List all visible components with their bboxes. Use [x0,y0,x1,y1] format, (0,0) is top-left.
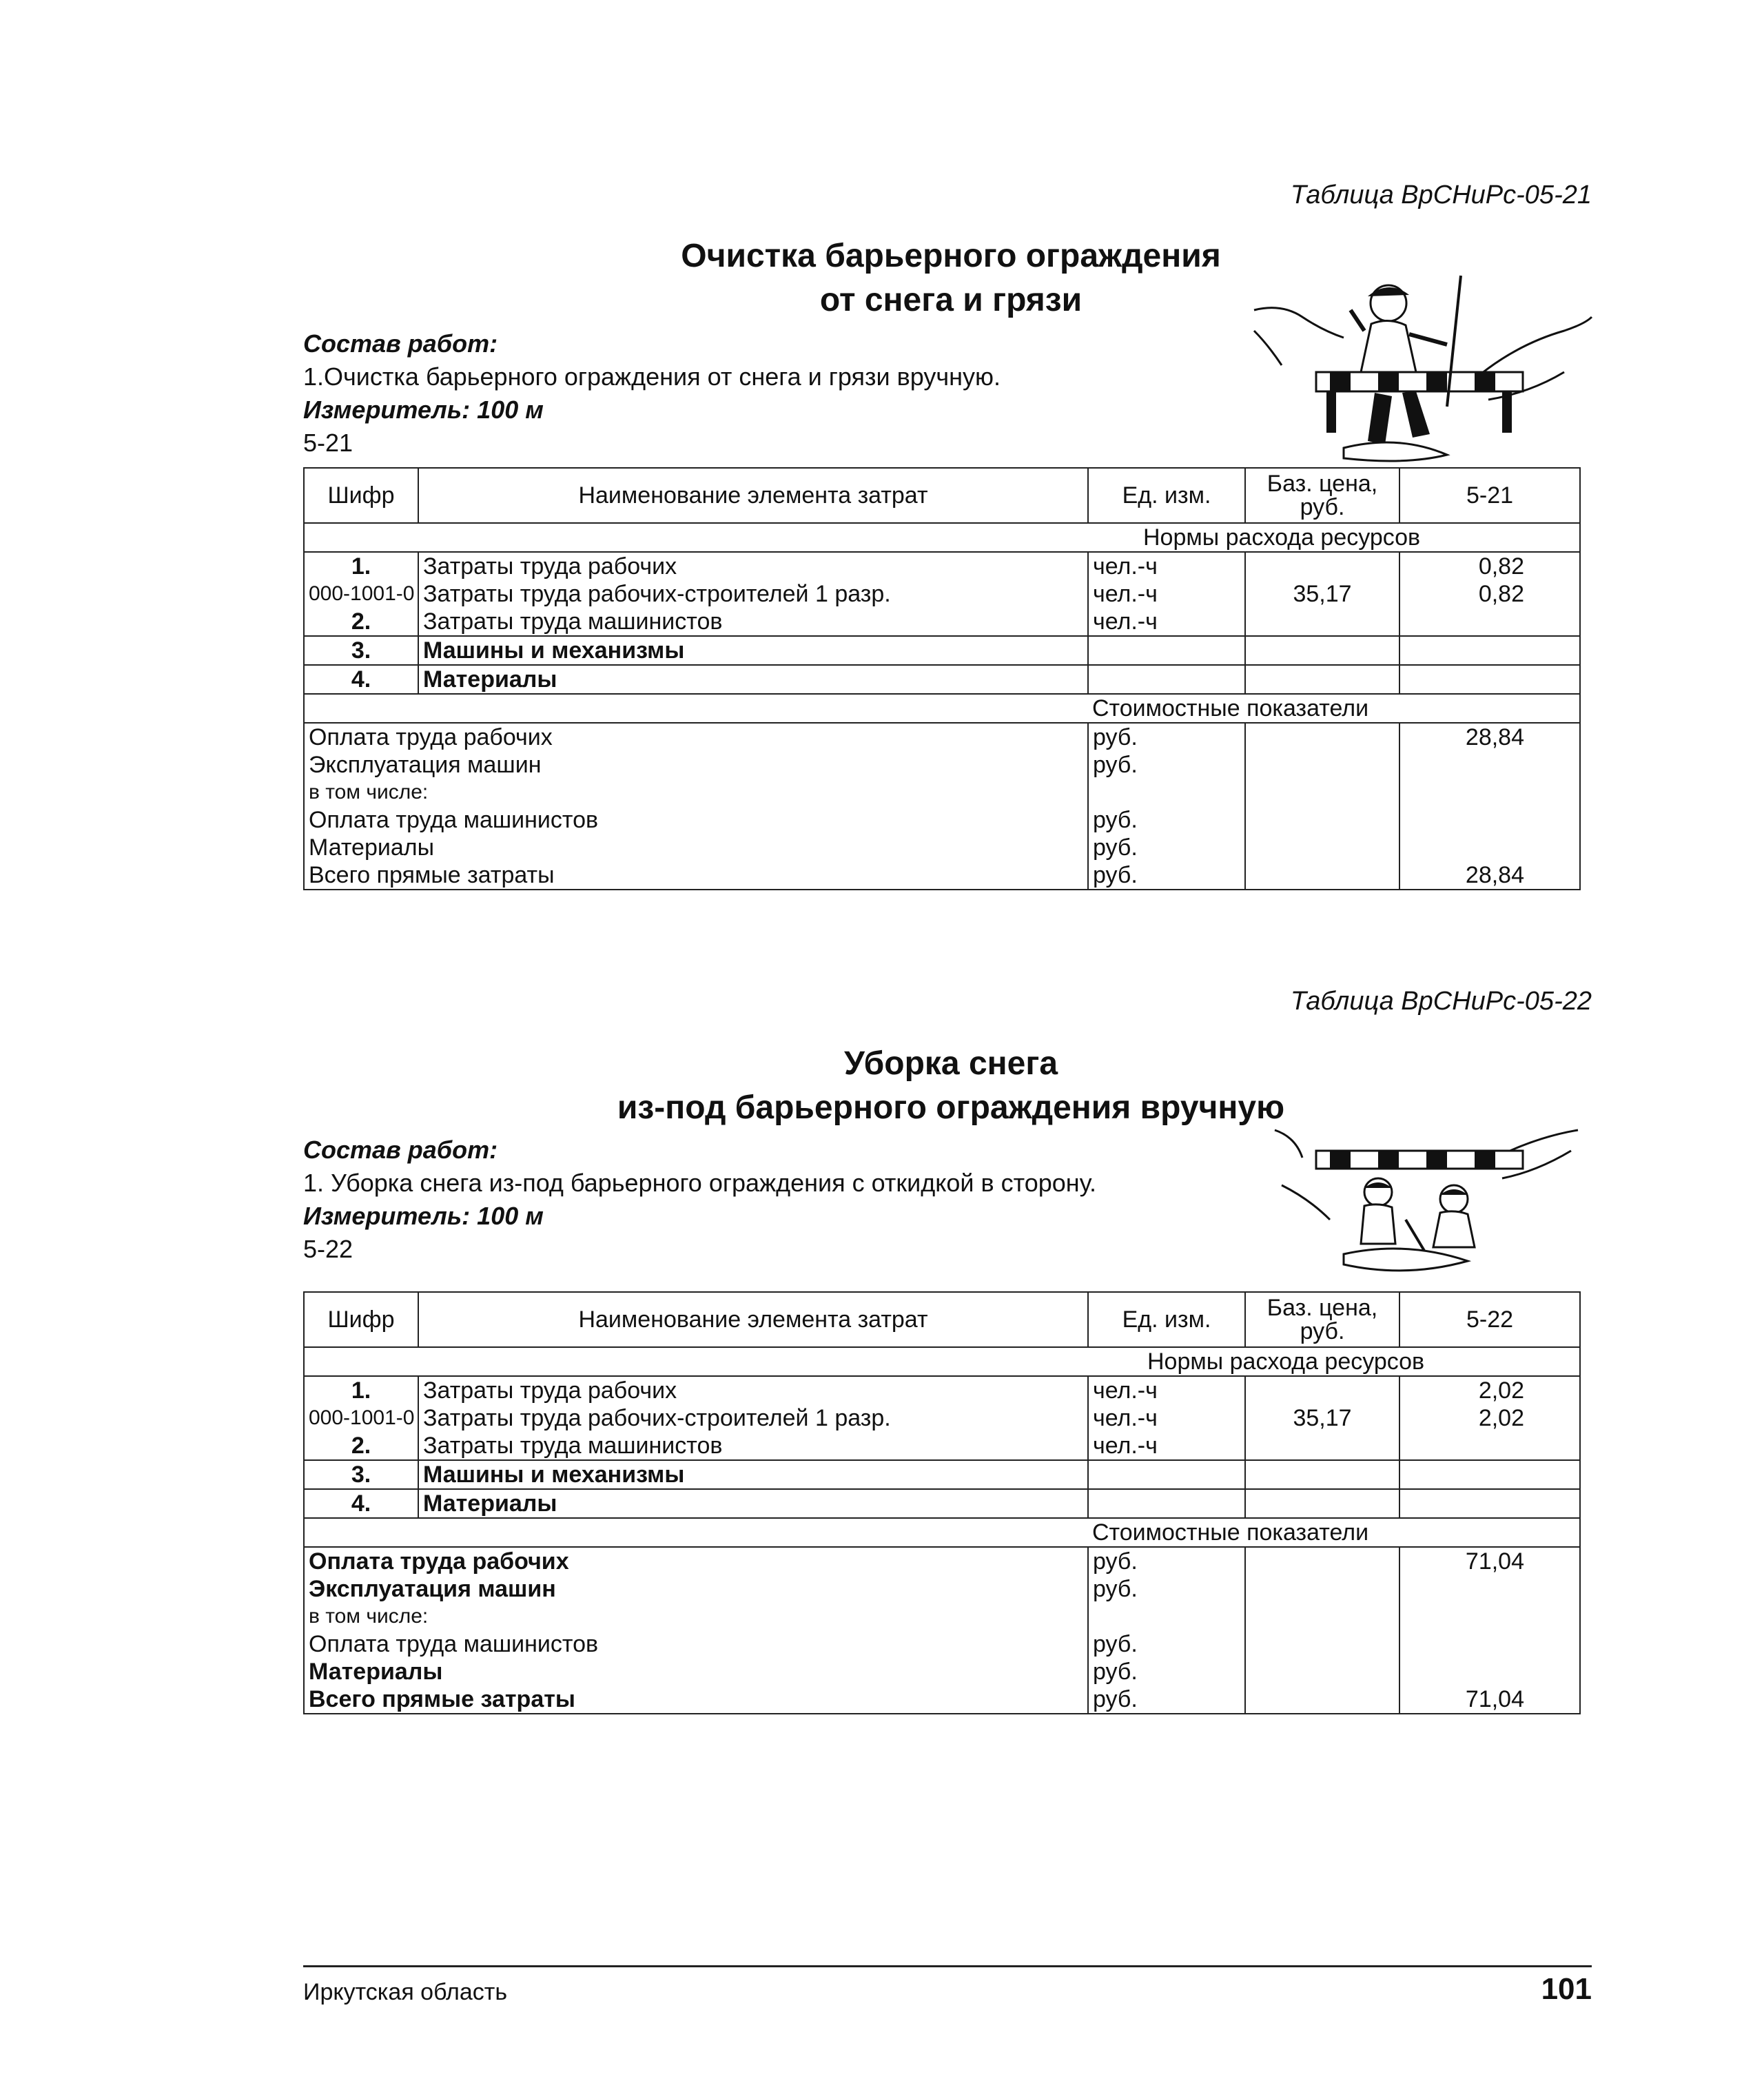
cost-row [304,1658,1580,1685]
norms-heading-row [304,523,1580,552]
resource-row [304,580,1580,608]
row-code: 3. [304,636,418,665]
header-norm: 5-22 [1399,1292,1580,1347]
row-value [1399,636,1580,665]
row-name: Машины и механизмы [418,636,1088,665]
cost-unit: руб. [1088,751,1245,779]
cost-value [1399,779,1580,806]
row-code: 4. [304,1489,418,1518]
cost-unit [1088,1603,1245,1630]
row-unit [1088,665,1245,694]
table-header-row [304,468,1580,523]
cost-unit: руб. [1088,1575,1245,1603]
cost-unit: руб. [1088,1685,1245,1714]
row-value [1399,1489,1580,1518]
cost-name: Эксплуатация машин [304,1575,1088,1603]
row-price [1245,552,1399,580]
row-unit [1088,636,1245,665]
row-unit [1088,1460,1245,1489]
resource-row [304,1376,1580,1404]
composition-item: 1.Очистка барьерного ограждения от снега и грязи вручную. [303,362,1001,391]
cost-value [1399,1575,1580,1603]
measure-label: Измеритель: 100 м [303,396,544,424]
cost-name: Материалы [304,834,1088,861]
table-label: Таблица ВрСНиРс-05-22 [1290,987,1592,1016]
row-unit: чел.-ч [1088,580,1245,608]
header-price [1245,1292,1399,1347]
row-code: 1. [304,552,418,580]
section-title-line1: Очистка барьерного ограждения [681,238,1221,274]
section-title-line2: от снега и грязи [819,282,1083,318]
cost-row [304,751,1580,779]
cost-name: Всего прямые затраты [304,861,1088,890]
row-name: Затраты труда машинистов [418,608,1088,636]
cost-value [1399,751,1580,779]
norms-heading: Нормы расхода ресурсов [1143,524,1421,551]
cost-name: Оплата труда машинистов [304,1630,1088,1658]
row-unit: чел.-ч [1088,1376,1245,1404]
cost-row [304,1575,1580,1603]
header-price-line2: руб. [1300,494,1345,520]
cost-unit: руб. [1088,806,1245,834]
row-code: 2. [304,608,418,636]
cost-name: в том числе: [304,779,1088,806]
resource-row [304,636,1580,665]
cost-unit: руб. [1088,1547,1245,1575]
row-price: 35,17 [1245,580,1399,608]
row-name: Материалы [418,665,1088,694]
cost-row [304,834,1580,861]
workers-shoveling-snow-illustration [1268,1116,1585,1282]
cost-value [1399,1603,1580,1630]
row-price [1245,1460,1399,1489]
row-name: Затраты труда рабочих-строителей 1 разр. [418,1404,1088,1432]
row-value: 0,82 [1399,552,1580,580]
row-price: 35,17 [1245,1404,1399,1432]
cost-name: Оплата труда машинистов [304,806,1088,834]
cost-name: Всего прямые затраты [304,1685,1088,1714]
row-code: 3. [304,1460,418,1489]
section-code: 5-21 [303,429,353,457]
table-header-row [304,1292,1580,1347]
cost-heading: Стоимостные показатели [1092,1519,1369,1546]
row-name: Затраты труда машинистов [418,1432,1088,1460]
row-unit [1088,1489,1245,1518]
row-price [1245,1432,1399,1460]
cost-value [1399,806,1580,834]
row-unit: чел.-ч [1088,1404,1245,1432]
row-value: 2,02 [1399,1376,1580,1404]
row-code: 2. [304,1432,418,1460]
footer-rule [303,1965,1592,1967]
cost-value [1399,1630,1580,1658]
row-unit: чел.-ч [1088,1432,1245,1460]
table-label: Таблица ВрСНиРс-05-21 [1290,181,1592,209]
resource-row [304,1404,1580,1432]
row-value [1399,1460,1580,1489]
cost-row [304,861,1580,890]
cost-row [304,779,1580,806]
cost-heading-row [304,694,1580,723]
cost-row [304,1685,1580,1714]
row-unit: чел.-ч [1088,608,1245,636]
cost-row [304,1547,1580,1575]
row-unit: чел.-ч [1088,552,1245,580]
row-code: 4. [304,665,418,694]
norms-table [303,1291,1581,1714]
cost-unit [1088,779,1245,806]
row-price [1245,1489,1399,1518]
cost-value [1399,834,1580,861]
composition-label: Состав работ: [303,1136,498,1164]
row-code: 000-1001-0 [304,580,418,608]
cost-unit: руб. [1088,834,1245,861]
cost-name: в том числе: [304,1603,1088,1630]
cost-value: 28,84 [1399,861,1580,890]
cost-heading-row [304,1518,1580,1547]
cost-row [304,1630,1580,1658]
worker-cleaning-barrier-illustration [1240,269,1599,469]
norms-heading: Нормы расхода ресурсов [1147,1349,1425,1375]
norms-heading-row [304,1347,1580,1376]
row-name: Машины и механизмы [418,1460,1088,1489]
row-price [1245,665,1399,694]
resource-row [304,665,1580,694]
header-price [1245,468,1399,523]
row-price [1245,1376,1399,1404]
header-code: Шифр [304,1292,418,1347]
section-title-line2: из-под барьерного ограждения вручную [617,1089,1285,1126]
footer-region: Иркутская область [303,1979,508,2005]
header-unit: Ед. изм. [1088,1292,1245,1347]
resource-row [304,1432,1580,1460]
header-name: Наименование элемента затрат [418,1292,1088,1347]
norms-table [303,467,1581,890]
cost-row [304,1603,1580,1630]
cost-value: 71,04 [1399,1547,1580,1575]
cost-name: Материалы [304,1658,1088,1685]
resource-row [304,552,1580,580]
row-code: 1. [304,1376,418,1404]
page-number: 101 [1541,1972,1592,2006]
composition-label: Состав работ: [303,329,498,358]
row-code: 000-1001-0 [304,1404,418,1432]
header-price-line1: Баз. цена, [1266,1295,1378,1321]
row-value [1399,608,1580,636]
resource-row [304,1460,1580,1489]
cost-unit: руб. [1088,723,1245,751]
row-name: Материалы [418,1489,1088,1518]
composition-item: 1. Уборка снега из-под барьерного ограждения с откидкой в сторону. [303,1169,1097,1197]
cost-value: 71,04 [1399,1685,1580,1714]
cost-unit: руб. [1088,1658,1245,1685]
header-name: Наименование элемента затрат [418,468,1088,523]
resource-row [304,608,1580,636]
cost-name: Оплата труда рабочих [304,723,1088,751]
cost-name: Оплата труда рабочих [304,1547,1088,1575]
header-price-line2: руб. [1300,1318,1345,1344]
row-value: 0,82 [1399,580,1580,608]
header-price-line1: Баз. цена, [1266,471,1378,497]
row-value [1399,665,1580,694]
row-price [1245,608,1399,636]
row-name: Затраты труда рабочих [418,552,1088,580]
header-unit: Ед. изм. [1088,468,1245,523]
cost-row [304,806,1580,834]
cost-value [1399,1658,1580,1685]
section-code: 5-22 [303,1235,353,1263]
row-name: Затраты труда рабочих [418,1376,1088,1404]
cost-unit: руб. [1088,861,1245,890]
cost-value: 28,84 [1399,723,1580,751]
cost-row [304,723,1580,751]
row-name: Затраты труда рабочих-строителей 1 разр. [418,580,1088,608]
header-code: Шифр [304,468,418,523]
row-price [1245,636,1399,665]
measure-label: Измеритель: 100 м [303,1202,544,1230]
row-value: 2,02 [1399,1404,1580,1432]
cost-unit: руб. [1088,1630,1245,1658]
section-title-line1: Уборка снега [843,1045,1058,1082]
row-value [1399,1432,1580,1460]
cost-heading: Стоимостные показатели [1092,695,1369,721]
cost-name: Эксплуатация машин [304,751,1088,779]
header-norm: 5-21 [1399,468,1580,523]
resource-row [304,1489,1580,1518]
